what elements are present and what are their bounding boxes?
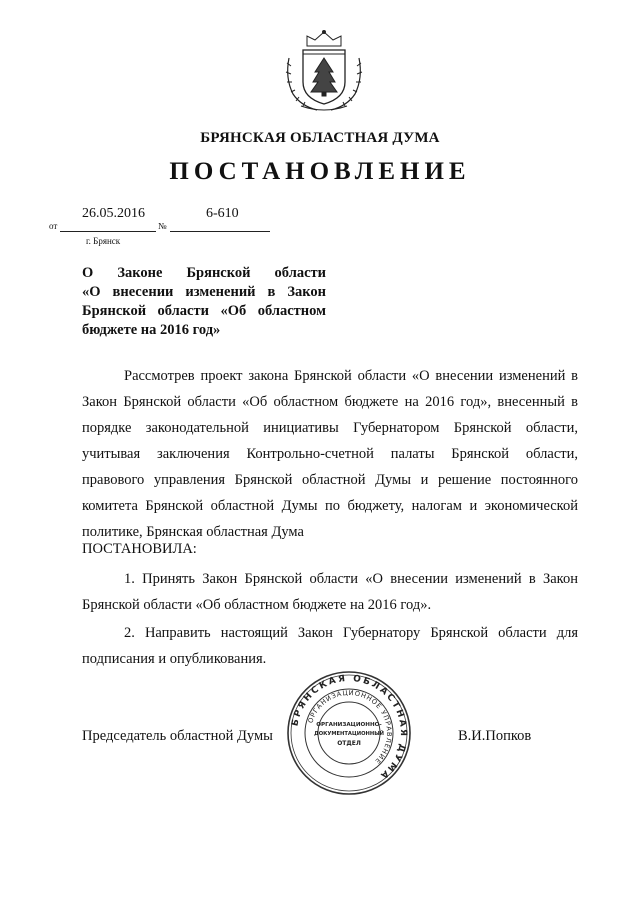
date-prefix: от xyxy=(49,221,58,231)
official-stamp-icon xyxy=(286,670,412,796)
text-line: 1. Принять Закон Брянской области «О внесении изменений в Закон xyxy=(124,571,578,587)
stamp-outer-text: БРЯНСКАЯ ОБЛАСТНАЯ ДУМА xyxy=(290,673,409,782)
city-label: г. Брянск xyxy=(86,236,121,246)
document-title: ПОСТАНОВЛЕНИЕ xyxy=(169,158,471,185)
subject-line: О Законе Брянской области xyxy=(82,265,326,281)
signatory-name: В.И.Попков xyxy=(458,728,532,744)
document-number: 6-610 xyxy=(206,206,239,221)
document-subject xyxy=(82,264,326,340)
stamp-inner-text: ОРГАНИЗАЦИОННОЕ УПРАВЛЕНИЕ xyxy=(306,688,394,766)
intro-paragraph xyxy=(82,363,578,545)
text-line: порядке законодательной инициативы Губернатором Брянской области, xyxy=(82,420,578,436)
text-line: подписания и опубликования. xyxy=(82,651,267,667)
number-underline xyxy=(170,231,270,232)
signatory-position: Председатель областной Думы xyxy=(82,728,273,744)
resolution-item-1 xyxy=(82,566,578,618)
subject-line: бюджете на 2016 год» xyxy=(82,322,221,338)
text-line: политике, Брянская областная Дума xyxy=(82,524,304,540)
text-line: учитывая заключения Контрольно-счетной палаты Брянской области, xyxy=(82,446,578,462)
stamp-center-line: ОТДЕЛ xyxy=(337,740,361,747)
document-date: 26.05.2016 xyxy=(82,206,145,221)
stamp-center-line: ОРГАНИЗАЦИОННО- xyxy=(316,722,382,728)
organization-name: БРЯНСКАЯ ОБЛАСТНАЯ ДУМА xyxy=(200,130,440,146)
stamp-center-line: ДОКУМЕНТАЦИОННЫЙ xyxy=(314,731,384,737)
text-line: Закон Брянской области «Об областном бюджете на 2016 год», внесенный в xyxy=(82,394,578,410)
subject-line: Брянской области «Об областном xyxy=(82,303,326,319)
text-line: правового управления Брянской областной Думы и решение постоянного xyxy=(82,472,578,488)
text-line: 2. Направить настоящий Закон Губернатору Брянской области для xyxy=(124,625,578,641)
resolution-item-2 xyxy=(82,620,578,672)
resolved-heading: ПОСТАНОВИЛА: xyxy=(82,541,197,557)
subject-line: «О внесении изменений в Закон xyxy=(82,284,326,300)
number-prefix: № xyxy=(158,221,167,231)
coat-of-arms-icon xyxy=(283,28,365,114)
date-underline xyxy=(60,231,156,232)
text-line: комитета Брянской областной Думы по бюджету, налогам и экономической xyxy=(82,498,578,514)
text-line: Рассмотрев проект закона Брянской области «О внесении изменений в xyxy=(124,368,578,384)
text-line: Брянской области «Об областном бюджете на 2016 год». xyxy=(82,597,432,613)
